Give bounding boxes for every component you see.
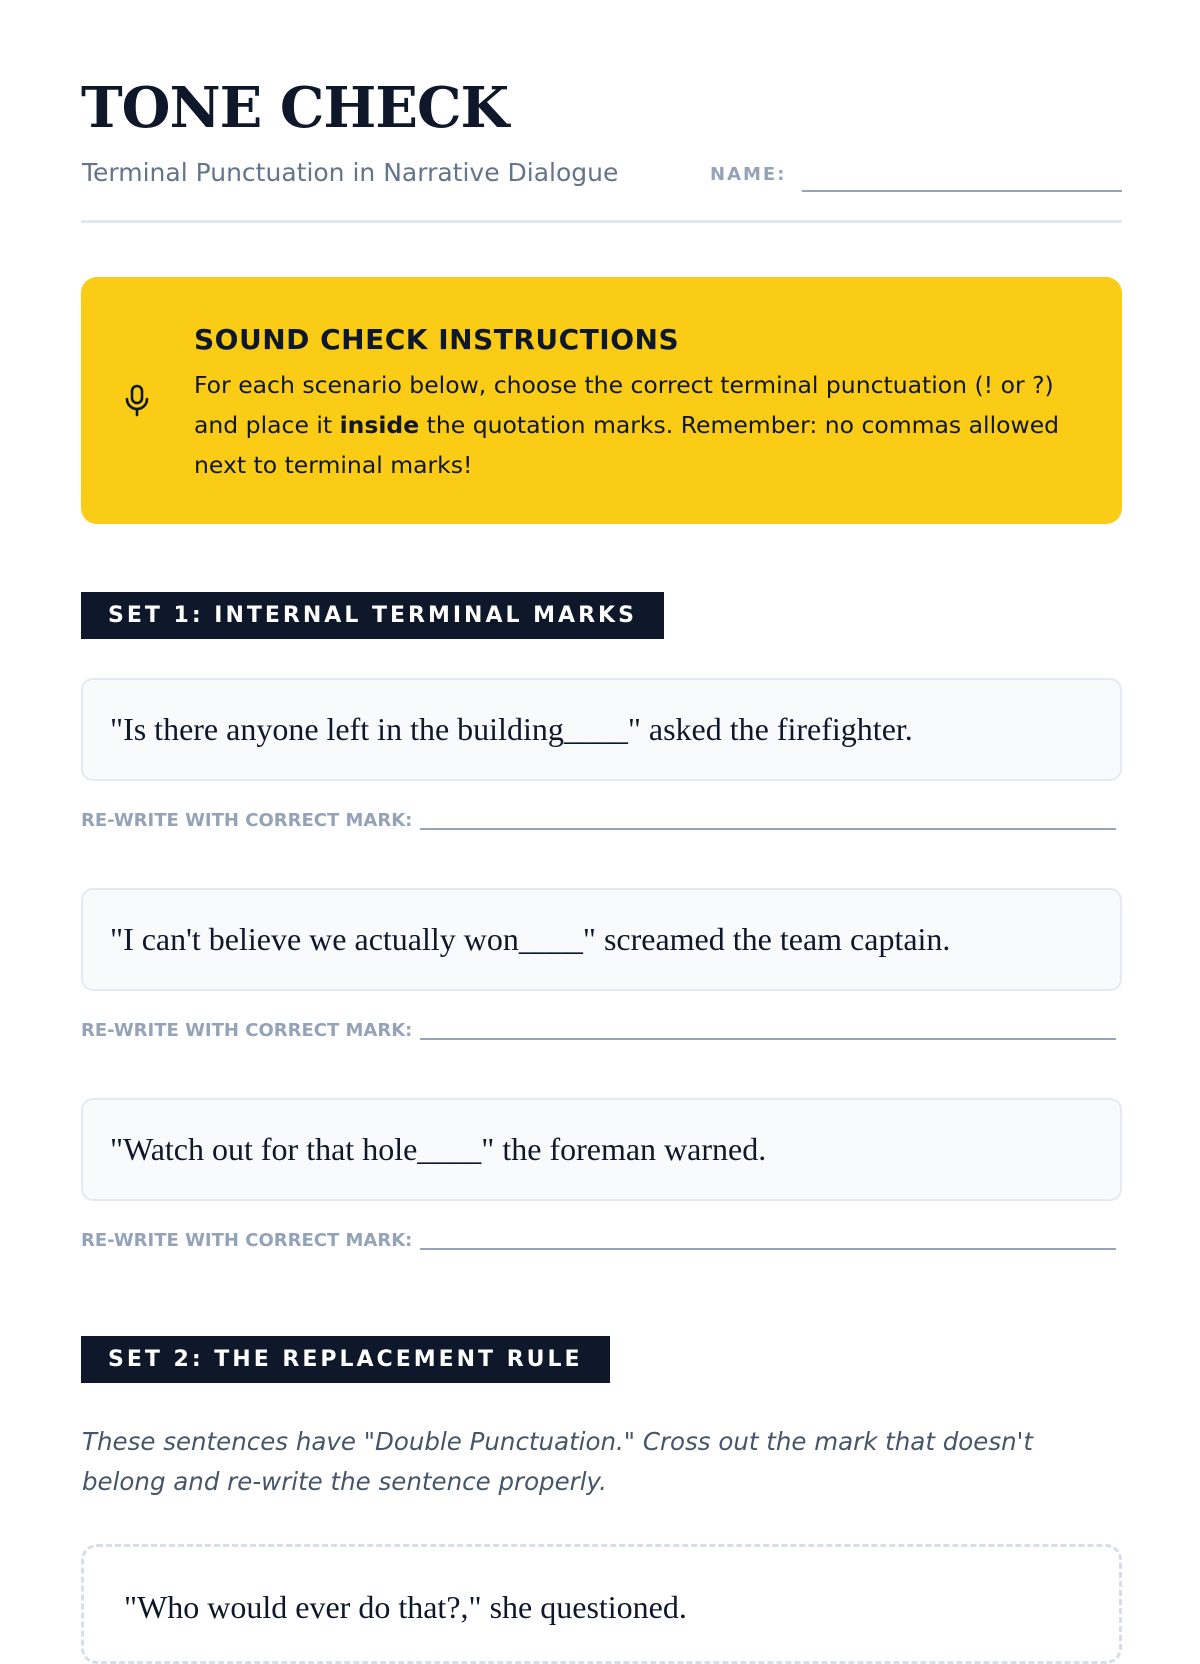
set-2-label: SET 2: THE REPLACEMENT RULE bbox=[81, 1336, 610, 1383]
page-subtitle: Terminal Punctuation in Narrative Dialogue bbox=[82, 158, 619, 187]
rewrite-answer-line[interactable] bbox=[420, 1248, 1116, 1250]
replacement-card bbox=[81, 1544, 1122, 1664]
rewrite-label: RE-WRITE WITH CORRECT MARK: bbox=[81, 1020, 413, 1041]
scenario-card bbox=[81, 1098, 1122, 1201]
instructions-text-1: For each scenario below, choose the correct terminal punctuation (! or ?) and place it bbox=[194, 371, 1054, 439]
rewrite-label: RE-WRITE WITH CORRECT MARK: bbox=[81, 1230, 413, 1251]
scenario-card bbox=[81, 678, 1122, 781]
header-divider bbox=[81, 220, 1122, 223]
rewrite-label: RE-WRITE WITH CORRECT MARK: bbox=[81, 810, 413, 831]
instructions-title: SOUND CHECK INSTRUCTIONS bbox=[194, 323, 680, 356]
rewrite-answer-line[interactable] bbox=[420, 1038, 1116, 1040]
instructions-body bbox=[194, 365, 1074, 485]
instructions-box bbox=[81, 277, 1122, 524]
instructions-emphasis: inside bbox=[339, 411, 420, 439]
scenario-card bbox=[81, 888, 1122, 991]
instructions-text-2: the quotation marks. Remember: no commas allowed next to terminal marks! bbox=[194, 411, 1060, 479]
scenario-text: "Is there anyone left in the building____" asked the firefighter. bbox=[110, 711, 913, 747]
scenario-text: "Watch out for that hole____" the foreman warned. bbox=[110, 1131, 767, 1167]
set-1-label: SET 1: INTERNAL TERMINAL MARKS bbox=[81, 592, 664, 639]
microphone-icon bbox=[123, 384, 151, 418]
page-title: TONE CHECK bbox=[81, 75, 509, 141]
scenario-text: "I can't believe we actually won____" screamed the team captain. bbox=[110, 921, 951, 957]
name-field[interactable] bbox=[802, 190, 1122, 192]
rewrite-answer-line[interactable] bbox=[420, 828, 1116, 830]
set-2-description: These sentences have "Double Punctuation." Cross out the mark that doesn't belong and re-write the sentence properly. bbox=[82, 1427, 1033, 1496]
name-label: NAME: bbox=[710, 164, 787, 185]
replacement-sentence: "Who would ever do that?," she questioned. bbox=[124, 1589, 687, 1625]
